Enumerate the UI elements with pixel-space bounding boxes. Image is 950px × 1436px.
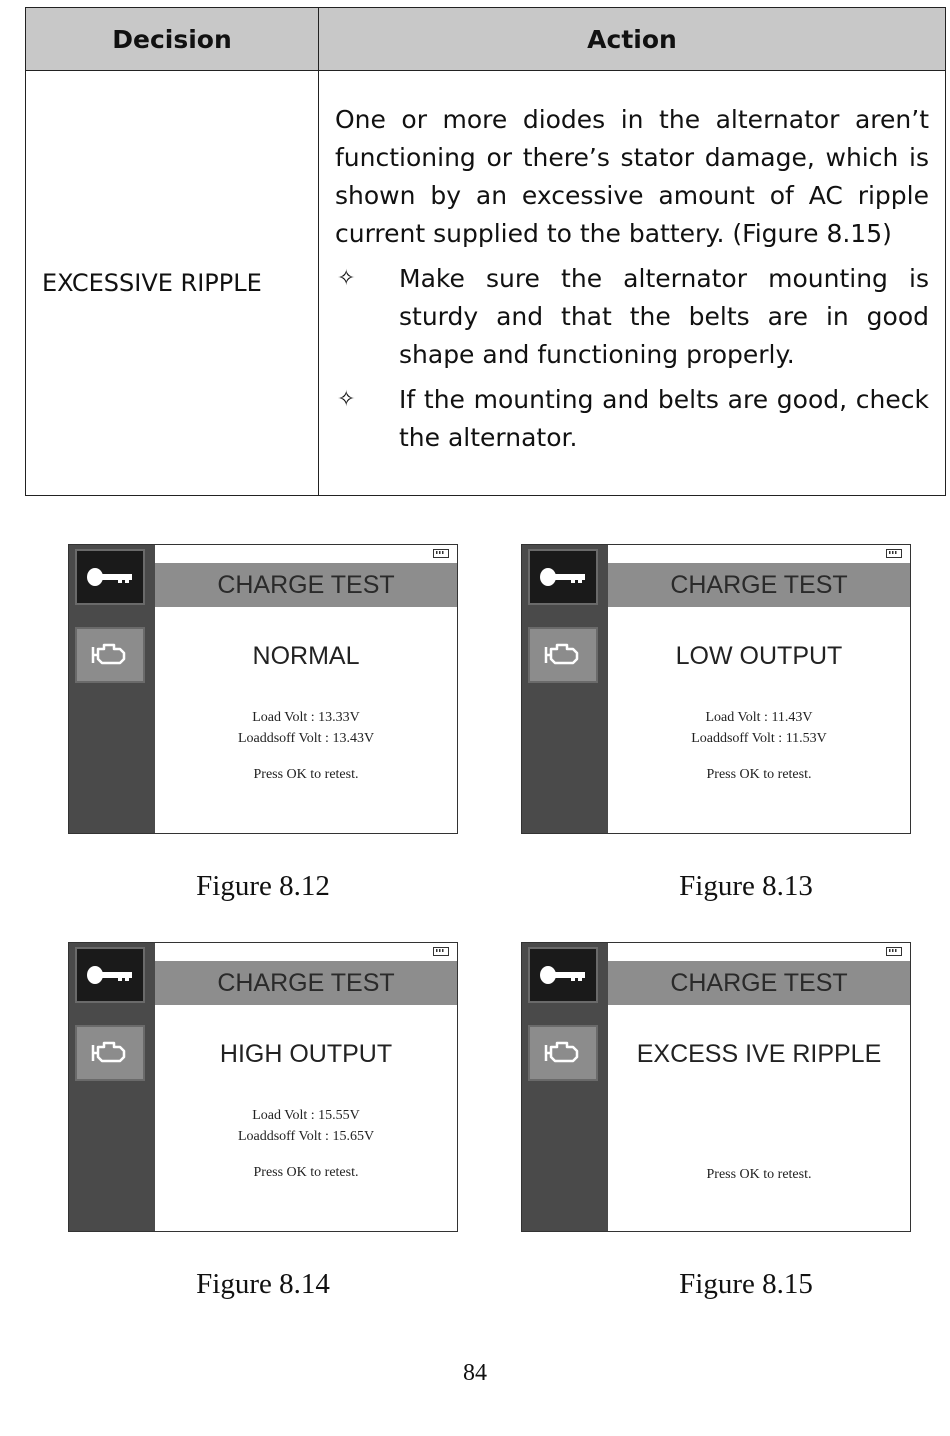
loadoff-volt: Loaddsoff Volt : 13.43V xyxy=(237,731,375,746)
bullet-text: If the mounting and belts are good, check the alternator. xyxy=(399,385,929,452)
table-header-row xyxy=(26,8,946,71)
engine-icon xyxy=(528,1025,598,1081)
key-icon xyxy=(75,947,145,1003)
figure-caption: Figure 8.13 xyxy=(679,870,813,902)
retest-prompt: Press OK to retest. xyxy=(706,767,812,782)
key-icon xyxy=(528,947,598,1003)
figure-caption: Figure 8.14 xyxy=(196,1268,330,1300)
action-cell xyxy=(319,71,946,496)
battery-icon xyxy=(886,549,902,558)
screen-sidebar xyxy=(69,545,155,833)
engine-icon xyxy=(75,627,145,683)
battery-icon xyxy=(886,947,902,956)
sparkle-bullet-icon: ✧ xyxy=(337,387,356,412)
screen-sidebar xyxy=(69,943,155,1231)
figure-screen-excessive-ripple xyxy=(521,942,911,1232)
retest-prompt: Press OK to retest. xyxy=(706,1167,812,1182)
page-number: 84 xyxy=(463,1360,487,1386)
figure-screen-normal xyxy=(68,544,458,834)
bullet-text: Make sure the alternator mounting is sturdy and that the belts are in good shape and functioning properly. xyxy=(399,264,929,369)
screen-title: CHARGE TEST xyxy=(155,563,457,607)
screen-title: CHARGE TEST xyxy=(608,961,910,1005)
battery-icon xyxy=(433,947,449,956)
action-bullet xyxy=(335,381,929,457)
engine-icon xyxy=(75,1025,145,1081)
loadoff-volt: Loaddsoff Volt : 15.65V xyxy=(237,1129,375,1144)
decision-table xyxy=(25,7,946,496)
sparkle-bullet-icon: ✧ xyxy=(337,266,356,291)
figure-caption: Figure 8.12 xyxy=(196,870,330,902)
action-bullet xyxy=(335,260,929,374)
screen-title: CHARGE TEST xyxy=(608,563,910,607)
battery-icon xyxy=(433,549,449,558)
loadoff-volt: Loaddsoff Volt : 11.53V xyxy=(691,731,827,746)
voltage-readout xyxy=(155,1105,457,1147)
action-paragraph: One or more diodes in the alternator aren’t functioning or there’s stator damage, which is shown by an excessive amount of AC ripple current supplied to the battery. (Figure 8.15) xyxy=(335,105,929,248)
load-volt: Load Volt : 11.43V xyxy=(705,710,813,725)
engine-icon xyxy=(528,627,598,683)
test-result: HIGH OUTPUT xyxy=(219,1040,393,1068)
retest-prompt: Press OK to retest. xyxy=(253,767,359,782)
screen-sidebar xyxy=(522,943,608,1231)
key-icon xyxy=(75,549,145,605)
header-action: Action xyxy=(319,8,946,71)
screen-sidebar xyxy=(522,545,608,833)
key-icon xyxy=(528,549,598,605)
test-result: NORMAL xyxy=(252,642,360,670)
load-volt: Load Volt : 15.55V xyxy=(252,1108,360,1123)
voltage-readout xyxy=(155,707,457,749)
test-result: LOW OUTPUT xyxy=(675,642,843,670)
header-decision: Decision xyxy=(26,8,319,71)
test-result: EXCESS IVE RIPPLE xyxy=(636,1040,882,1068)
screen-title: CHARGE TEST xyxy=(155,961,457,1005)
voltage-readout xyxy=(608,707,910,749)
figure-caption: Figure 8.15 xyxy=(679,1268,813,1300)
table-row xyxy=(26,71,946,496)
figure-screen-high-output xyxy=(68,942,458,1232)
retest-prompt: Press OK to retest. xyxy=(253,1165,359,1180)
figure-screen-low-output xyxy=(521,544,911,834)
load-volt: Load Volt : 13.33V xyxy=(252,710,360,725)
decision-cell: EXCESSIVE RIPPLE xyxy=(26,71,319,496)
